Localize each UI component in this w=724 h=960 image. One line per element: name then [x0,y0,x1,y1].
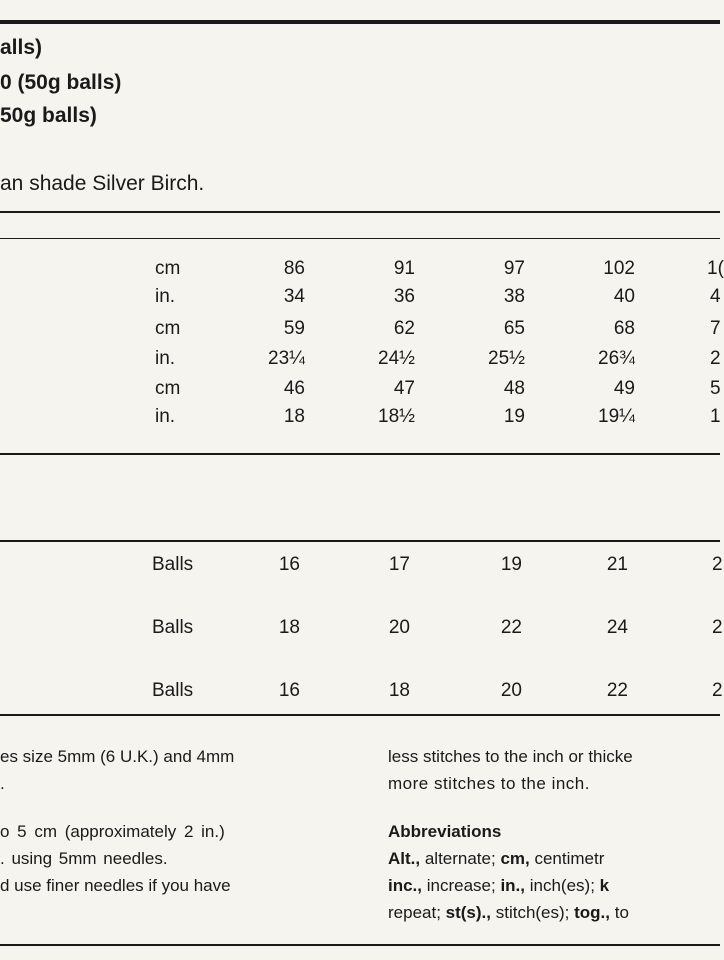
abbr-term: st(s)., [445,903,491,922]
needles-line-1: es size 5mm (6 U.K.) and 4mm [0,747,235,766]
table-top-rule [0,211,720,213]
tension-note-line-1: less stitches to the inch or thicke [388,747,633,766]
measurement-value: 34 [283,286,305,307]
measurement-value: 91 [393,258,415,279]
balls-value: 22 [606,680,628,701]
wool-line-1: alls) [0,36,43,59]
measurement-unit: cm [155,318,181,339]
measurement-value: 86 [283,258,305,279]
measurement-value: 4 [710,286,721,307]
measurement-value: 48 [503,378,525,399]
measurement-value: 102 [603,258,635,279]
balls-value: 2 [712,617,723,638]
needles-line-2: . [0,774,5,793]
balls-value: 18 [278,617,300,638]
measurement-value: 46 [283,378,305,399]
abbr-term: Alt., [388,849,421,868]
abbr-term: tog., [574,903,611,922]
abbr-def: alternate; [420,849,501,868]
balls-value: 16 [278,680,300,701]
measurement-value: 49 [613,378,635,399]
abbreviations-line-2 [388,872,609,899]
abbreviations-line-1 [388,845,604,872]
measurement-value: 24½ [378,348,415,369]
measurement-value: 18 [283,406,305,427]
abbr-def: increase; [422,876,501,895]
balls-value: 2 [712,680,723,701]
measurement-value: 2 [710,348,721,369]
balls-value: 2 [712,554,723,575]
measurement-unit: in. [155,348,176,369]
balls-value: 20 [388,617,410,638]
abbr-term: in., [500,876,526,895]
measurement-value: 19 [503,406,525,427]
abbreviations-heading: Abbreviations [388,822,502,841]
balls-unit: Balls [152,680,194,701]
measurement-value: 97 [503,258,525,279]
abbr-term: inc., [388,876,423,895]
abbr-def: centimetr [529,849,605,868]
measurement-value: 65 [503,318,525,339]
measurement-value: 7 [710,318,721,339]
balls-value: 17 [388,554,410,575]
abbr-term: cm, [500,849,530,868]
balls-value: 22 [500,617,522,638]
balls-unit: Balls [152,617,194,638]
measurement-value: 59 [283,318,305,339]
measurement-value: 62 [393,318,415,339]
balls-value: 21 [606,554,628,575]
balls-top-rule [0,540,720,542]
measurement-value: 26¾ [598,348,635,369]
measurement-value: 1 [710,406,721,427]
measurement-value: 38 [503,286,525,307]
measurements-bottom-rule [0,453,720,455]
tension-note-line-2: more stitches to the inch. [388,774,590,793]
balls-value: 19 [500,554,522,575]
abbr-def: repeat; [388,903,446,922]
measurement-unit: in. [155,286,176,307]
tension-line-3: d use finer needles if you have [0,876,231,895]
abbr-def: inch(es); [525,876,600,895]
bottom-rule [0,944,720,946]
measurement-value: 5 [710,378,721,399]
balls-value: 16 [278,554,300,575]
measurement-value: 47 [393,378,415,399]
measurement-value: 68 [613,318,635,339]
balls-unit: Balls [152,554,194,575]
abbreviations-line-3 [388,899,629,926]
measurement-value: 40 [613,286,635,307]
measurement-value: 1( [707,258,724,279]
abbr-term: k [599,876,610,895]
abbr-def: stitch(es); [491,903,575,922]
balls-value: 24 [606,617,628,638]
top-rule [0,20,720,24]
wool-line-3: 50g balls) [0,104,97,127]
measurement-value: 23¼ [268,348,305,369]
measurement-unit: cm [155,378,181,399]
measurement-value: 36 [393,286,415,307]
abbr-def: to [610,903,629,922]
table-top-rule-thin [0,238,720,239]
tension-line-2: . using 5mm needles. [0,849,168,868]
balls-value: 20 [500,680,522,701]
balls-value: 18 [388,680,410,701]
measurement-unit: in. [155,406,176,427]
shade-note: an shade Silver Birch. [0,172,205,195]
wool-line-2: 0 (50g balls) [0,71,122,94]
measurement-value: 18½ [378,406,415,427]
measurement-value: 19¼ [598,406,635,427]
tension-line-1: o 5 cm (approximately 2 in.) [0,822,225,841]
balls-bottom-rule [0,714,720,716]
measurement-unit: cm [155,258,181,279]
measurement-value: 25½ [488,348,525,369]
